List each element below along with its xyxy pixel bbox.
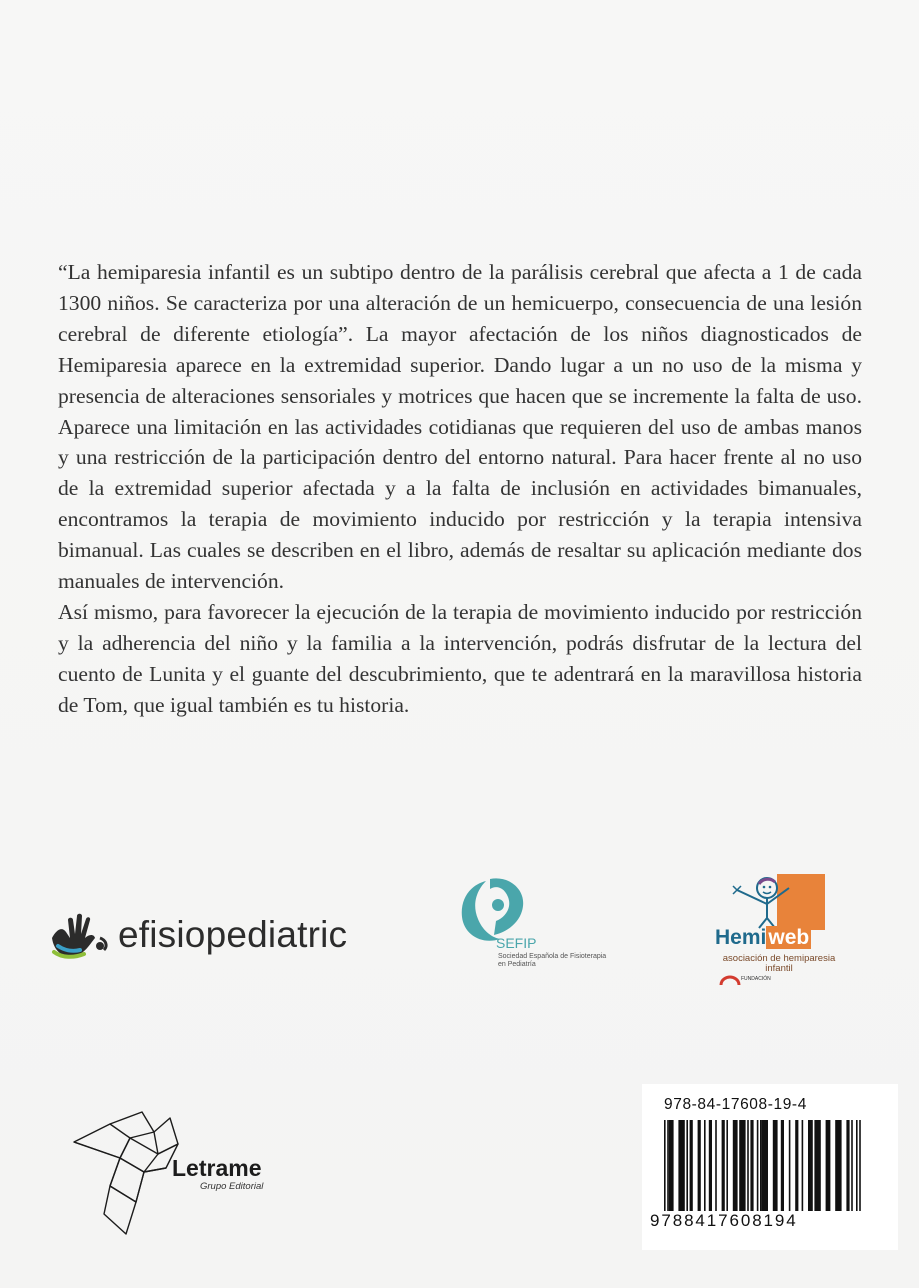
sefip-subtitle: Sociedad Española de Fisioterapia en Pediatría: [498, 953, 607, 968]
letrame-logo: [70, 1110, 290, 1240]
back-cover-blurb: [58, 257, 862, 721]
barcode-bar: [739, 1120, 745, 1216]
sefip-logo: [452, 873, 607, 983]
hemiweb-name-b: web: [768, 926, 810, 949]
hemiweb-name-a: Hemi: [715, 926, 767, 949]
barcode-bar: [802, 1120, 804, 1216]
barcode-bar: [773, 1120, 778, 1216]
barcode-bar: [709, 1120, 712, 1216]
barcode-bar: [747, 1120, 749, 1216]
sefip-name: SEFIP: [496, 935, 537, 951]
barcode-bar: [726, 1120, 728, 1216]
blurb-paragraph-1: “La hemiparesia infantil es un subtipo dentro de la parálisis cerebral que afecta a 1 de cada 1300 niños. Se caracteriza por una alteración de un hemicuerpo, consecuencia de una lesión cerebral de diferente etiología”. La mayor afectación de los niños diagnosticados de Hemiparesia aparece en la extremidad superior. Dando lugar a un no uso de la misma y presencia de alteraciones sensoriales y motrices que hacen que se incremente la falta de uso. Aparece una limitación en las actividades cotidianas que requieren del uso de ambas manos y una restricción de la participación dentro del entorno natural. Para hacer frente al no uso de la extremidad superior afectada y a la falta de inclusión en actividades bimanuales, encontramos la terapia de movimiento inducido por restricción y la terapia intensiva bimanual. Las cuales se describen en el libro, además de resaltar su aplicación mediante dos manuales de intervención.: [58, 260, 862, 594]
hemiweb-logo: [715, 876, 845, 996]
efisiopediatric-wordmark: efisiopediatric: [118, 914, 348, 955]
letrame-name: Letrame: [172, 1155, 262, 1181]
ean-digits: 9788417608194: [648, 1211, 890, 1231]
barcode-bar: [851, 1120, 853, 1216]
barcode-bar: [715, 1120, 717, 1216]
blurb-paragraph-2: Así mismo, para favorecer la ejecución de la terapia de movimiento inducido por restricción y la adherencia del niño y la familia a la intervención, podrás disfrutar de la lectura del cuento de Lunita y el guante del descubrimiento, que te adentrará en la maravillosa historia de Tom, que igual también es tu historia.: [58, 599, 862, 717]
isbn-barcode-block: [642, 1084, 898, 1250]
hand-icon: [46, 912, 114, 960]
barcode-bar: [808, 1120, 813, 1216]
barcode-bar: [762, 1120, 768, 1216]
isbn-number: 978-84-17608-19-4: [664, 1096, 807, 1113]
barcode-bar: [690, 1120, 693, 1216]
barcode-bar: [669, 1120, 674, 1216]
barcode-bar: [789, 1120, 791, 1216]
hemiweb-foundation: FUNDACIÓN: [741, 976, 771, 982]
child-drawing-icon: [715, 874, 845, 930]
barcode-bar: [722, 1120, 725, 1216]
hemiweb-wordmark: [715, 926, 811, 950]
efisiopediatric-logo: [46, 912, 376, 960]
barcode-bar: [750, 1120, 753, 1216]
barcode-bar: [704, 1120, 706, 1216]
barcode-bar: [835, 1120, 841, 1216]
foundation-icon: [719, 975, 741, 987]
barcode-bar: [678, 1120, 684, 1216]
barcode-bar: [826, 1120, 831, 1216]
barcode-bar: [686, 1120, 688, 1216]
barcode-bar: [846, 1120, 849, 1216]
barcode-bar: [733, 1120, 738, 1216]
letrame-subtitle: Grupo Editorial: [200, 1181, 264, 1192]
hemiweb-tagline: asociación de hemiparesia infantil: [722, 953, 836, 974]
barcode-bar: [781, 1120, 784, 1216]
barcode-bar: [698, 1120, 701, 1216]
barcode-bar: [814, 1120, 820, 1216]
barcode-bar: [795, 1120, 798, 1216]
